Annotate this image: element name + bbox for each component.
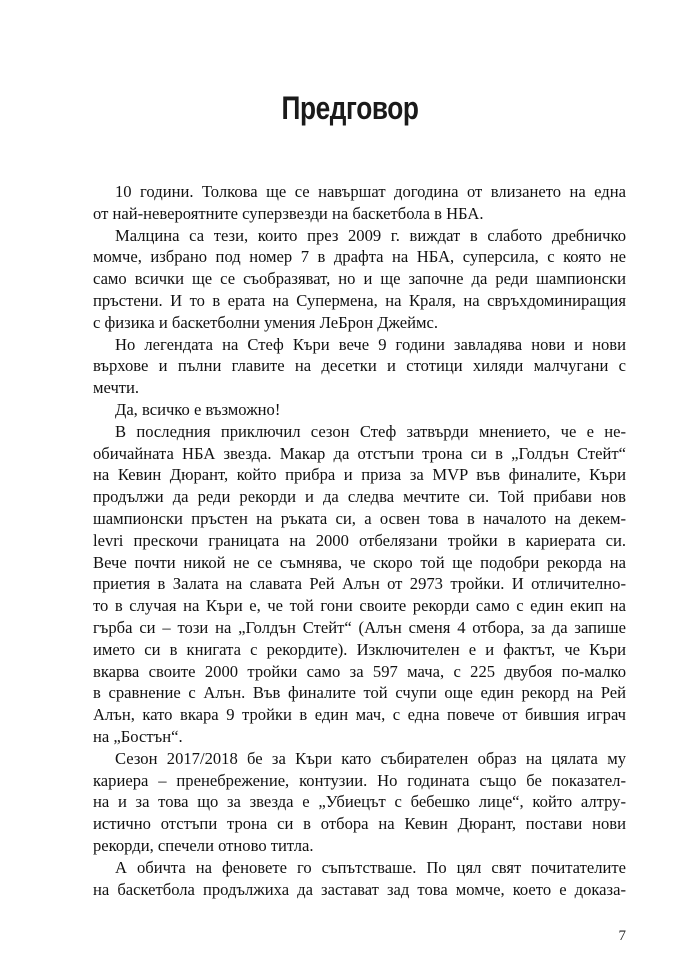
- body-text: [93, 181, 626, 900]
- text-line: пръстени. И то в ерата на Супермена, на Краля, на свръхдоминиращия: [93, 290, 626, 310]
- text-line: момче, избрано под номер 7 в драфта на НБА, суперсила, с която не: [93, 247, 626, 267]
- text-line: гърба си – този на „Голдън Стейт“ (Алън сменя 4 отбора, за да запише: [93, 617, 626, 637]
- text-line: Вече почти никой не се съмнява, че скоро той ще подобри рекорда на: [93, 552, 626, 572]
- text-line: на и за това що за звезда е „Убиецът с бебешко лице“, който алтру-: [93, 792, 626, 812]
- text-line: Малцина са тези, които през 2009 г. виждат в слабото дребничко: [115, 225, 626, 245]
- text-line: продължи да реди рекорди и да следва мечтите си. Той прибави нов: [93, 487, 626, 507]
- text-line: levri прескочи границата на 2000 отбелязани тройки в кариерата си.: [93, 530, 626, 550]
- text-line: Сезон 2017/2018 бе за Къри като събирателен образ на цялата му: [115, 748, 626, 768]
- text-line: шампионски пръстен на ръката си, а освен това в началото на декем-: [93, 508, 626, 528]
- text-line: само всички ще се съобразяват, но и ще започне да реди шампионски: [93, 269, 626, 289]
- text-line: Алън, като вкара 9 тройки в един мач, с една повече от бившия играч: [93, 705, 626, 725]
- page-number: 7: [618, 928, 626, 944]
- text-line: рекорди, спечели отново титла.: [93, 835, 314, 855]
- text-line: на Кевин Дюрант, който прибра и приза за MVP във финалите, Къри: [93, 465, 626, 485]
- text-line: Но легендата на Стеф Къри вече 9 години завладява нови и нови: [115, 334, 626, 354]
- text-line: вкарва своите 2000 тройки само за 597 мача, с 225 двубоя по-малко: [93, 661, 626, 681]
- text-line: приетия в Залата на славата Рей Алън от 2973 тройки. И отличително-: [93, 574, 626, 594]
- text-line: обичайната НБА звезда. Макар да отстъпи трона си в „Голдън Стейт“: [93, 443, 626, 463]
- text-line: на баскетбола продължиха да застават зад това момче, което е доказа-: [93, 879, 626, 899]
- text-line: името си в книгата с рекордите). Изключителен е и фактът, че Къри: [93, 639, 626, 659]
- text-line: А обичта на феновете го съпътстваше. По цял свят почитателите: [115, 857, 626, 877]
- text-line: на „Бостън“.: [93, 726, 183, 746]
- text-line: върхове и пълни главите на десетки и стотици хиляди малчугани с: [93, 356, 626, 376]
- text-line: с физика и баскетболни умения ЛеБрон Джеймс.: [93, 312, 439, 332]
- text-line: кариера – пренебрежение, контузии. Но годината също бе показател-: [93, 770, 626, 790]
- text-line: 10 години. Толкова ще се навършат догодина от влизането на една: [115, 182, 626, 201]
- text-line: в сравнение с Алън. Във финалите той счупи още един рекорд на Рей: [93, 683, 626, 703]
- text-line: то в случая на Къри е, че той гони своите рекорди само с един екип на: [93, 596, 626, 616]
- text-line: Да, всичко е възможно!: [115, 399, 281, 419]
- text-line: от най-невероятните суперзвезди на баскетбола в НБА.: [93, 203, 484, 223]
- text-line: В последния приключил сезон Стеф затвърди мнението, че е не-: [115, 421, 626, 441]
- text-line: истично отстъпи трона си в отбора на Кевин Дюрант, постави нови: [93, 814, 626, 834]
- text-line: мечти.: [93, 378, 140, 398]
- chapter-title: Предговор: [281, 90, 419, 126]
